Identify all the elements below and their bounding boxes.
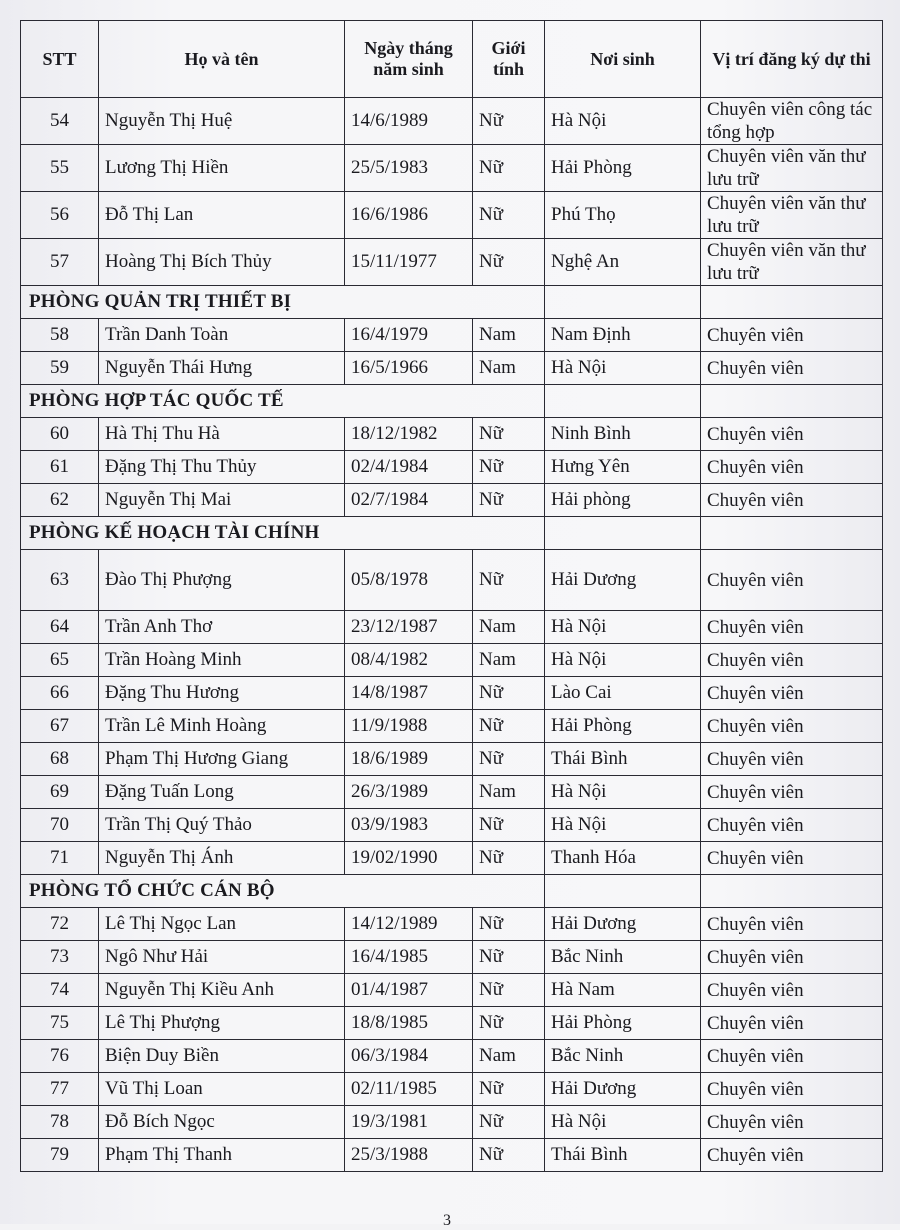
cell-sex: Nữ <box>473 1139 545 1172</box>
cell-place: Thanh Hóa <box>545 842 701 875</box>
cell-dob: 03/9/1983 <box>345 809 473 842</box>
cell-position: Chuyên viên <box>701 484 883 517</box>
cell-position: Chuyên viên <box>701 418 883 451</box>
table-row <box>21 192 883 239</box>
cell-dob: 15/11/1977 <box>345 239 473 286</box>
header-name: Họ và tên <box>99 21 345 98</box>
cell-stt: 57 <box>21 239 99 286</box>
cell-place: Bắc Ninh <box>545 941 701 974</box>
cell-place: Hà Nội <box>545 352 701 385</box>
table-row <box>21 1007 883 1040</box>
cell-sex: Nữ <box>473 550 545 611</box>
cell-name: Trần Thị Quý Thảo <box>99 809 345 842</box>
page-number: 3 <box>443 1212 451 1229</box>
cell-position: Chuyên viên <box>701 319 883 352</box>
cell-dob: 19/3/1981 <box>345 1106 473 1139</box>
cell-position: Chuyên viên <box>701 941 883 974</box>
cell-stt: 58 <box>21 319 99 352</box>
cell-stt: 75 <box>21 1007 99 1040</box>
cell-place: Bắc Ninh <box>545 1040 701 1073</box>
cell-position: Chuyên viên <box>701 611 883 644</box>
header-position: Vị trí đăng ký dự thi <box>701 21 883 98</box>
cell-dob: 25/5/1983 <box>345 145 473 192</box>
cell-position: Chuyên viên <box>701 1073 883 1106</box>
cell-position: Chuyên viên <box>701 1106 883 1139</box>
cell-place: Hà Nội <box>545 776 701 809</box>
section-empty-place <box>545 286 701 319</box>
table-row <box>21 776 883 809</box>
candidate-table <box>20 20 883 1172</box>
cell-name: Đặng Thu Hương <box>99 677 345 710</box>
cell-dob: 18/6/1989 <box>345 743 473 776</box>
section-title: PHÒNG QUẢN TRỊ THIẾT BỊ <box>21 286 545 319</box>
cell-place: Hà Nội <box>545 98 701 145</box>
header-row <box>21 21 883 98</box>
table-header <box>21 21 883 98</box>
cell-name: Trần Lê Minh Hoàng <box>99 710 345 743</box>
cell-dob: 16/5/1966 <box>345 352 473 385</box>
table-row <box>21 677 883 710</box>
header-place: Nơi sinh <box>545 21 701 98</box>
section-title: PHÒNG TỔ CHỨC CÁN BỘ <box>21 875 545 908</box>
section-title: PHÒNG KẾ HOẠCH TÀI CHÍNH <box>21 517 545 550</box>
section-empty-position <box>701 286 883 319</box>
table-row <box>21 710 883 743</box>
table-row <box>21 352 883 385</box>
cell-place: Thái Bình <box>545 1139 701 1172</box>
cell-dob: 02/11/1985 <box>345 1073 473 1106</box>
cell-dob: 08/4/1982 <box>345 644 473 677</box>
cell-name: Đặng Tuấn Long <box>99 776 345 809</box>
cell-position: Chuyên viên <box>701 1139 883 1172</box>
table-row <box>21 941 883 974</box>
cell-sex: Nữ <box>473 842 545 875</box>
cell-position: Chuyên viên <box>701 710 883 743</box>
table-body <box>21 98 883 1172</box>
cell-dob: 02/7/1984 <box>345 484 473 517</box>
cell-place: Hưng Yên <box>545 451 701 484</box>
table-row <box>21 1040 883 1073</box>
cell-dob: 01/4/1987 <box>345 974 473 1007</box>
cell-sex: Nữ <box>473 145 545 192</box>
header-sex: Giới tính <box>473 21 545 98</box>
cell-sex: Nữ <box>473 192 545 239</box>
cell-name: Lê Thị Ngọc Lan <box>99 908 345 941</box>
cell-name: Lê Thị Phượng <box>99 1007 345 1040</box>
table-row <box>21 1139 883 1172</box>
cell-place: Hà Nội <box>545 1106 701 1139</box>
cell-place: Hải Phòng <box>545 145 701 192</box>
cell-position: Chuyên viên <box>701 974 883 1007</box>
cell-sex: Nữ <box>473 743 545 776</box>
cell-stt: 55 <box>21 145 99 192</box>
section-row <box>21 517 883 550</box>
cell-place: Thái Bình <box>545 743 701 776</box>
section-row <box>21 875 883 908</box>
cell-sex: Nam <box>473 644 545 677</box>
cell-name: Đỗ Bích Ngọc <box>99 1106 345 1139</box>
cell-name: Ngô Như Hải <box>99 941 345 974</box>
section-title: PHÒNG HỢP TÁC QUỐC TẾ <box>21 385 545 418</box>
cell-stt: 65 <box>21 644 99 677</box>
cell-sex: Nữ <box>473 677 545 710</box>
cell-place: Hải Dương <box>545 550 701 611</box>
cell-place: Phú Thọ <box>545 192 701 239</box>
cell-position: Chuyên viên <box>701 743 883 776</box>
cell-dob: 14/12/1989 <box>345 908 473 941</box>
table-row <box>21 842 883 875</box>
table-row <box>21 98 883 145</box>
table-row <box>21 908 883 941</box>
cell-name: Nguyễn Thị Mai <box>99 484 345 517</box>
cell-name: Nguyễn Thị Kiều Anh <box>99 974 345 1007</box>
cell-sex: Nữ <box>473 710 545 743</box>
cell-stt: 59 <box>21 352 99 385</box>
cell-position: Chuyên viên <box>701 677 883 710</box>
cell-stt: 72 <box>21 908 99 941</box>
cell-sex: Nam <box>473 611 545 644</box>
cell-position: Chuyên viên văn thư lưu trữ <box>701 192 883 239</box>
section-row <box>21 286 883 319</box>
cell-stt: 64 <box>21 611 99 644</box>
section-empty-place <box>545 517 701 550</box>
section-empty-place <box>545 875 701 908</box>
cell-place: Hà Nam <box>545 974 701 1007</box>
cell-name: Đào Thị Phượng <box>99 550 345 611</box>
cell-name: Nguyễn Thị Huệ <box>99 98 345 145</box>
table-row <box>21 239 883 286</box>
cell-dob: 14/6/1989 <box>345 98 473 145</box>
cell-stt: 79 <box>21 1139 99 1172</box>
cell-dob: 14/8/1987 <box>345 677 473 710</box>
cell-stt: 76 <box>21 1040 99 1073</box>
cell-name: Đỗ Thị Lan <box>99 192 345 239</box>
cell-name: Phạm Thị Hương Giang <box>99 743 345 776</box>
cell-sex: Nữ <box>473 908 545 941</box>
cell-position: Chuyên viên <box>701 550 883 611</box>
table-row <box>21 418 883 451</box>
cell-dob: 16/4/1985 <box>345 941 473 974</box>
cell-dob: 26/3/1989 <box>345 776 473 809</box>
cell-position: Chuyên viên <box>701 644 883 677</box>
cell-place: Hải Dương <box>545 908 701 941</box>
cell-position: Chuyên viên <box>701 1007 883 1040</box>
cell-place: Hải Phòng <box>545 1007 701 1040</box>
cell-name: Nguyễn Thị Ánh <box>99 842 345 875</box>
cell-stt: 54 <box>21 98 99 145</box>
cell-place: Hải Phòng <box>545 710 701 743</box>
cell-stt: 71 <box>21 842 99 875</box>
cell-sex: Nữ <box>473 974 545 1007</box>
cell-position: Chuyên viên văn thư lưu trữ <box>701 239 883 286</box>
cell-sex: Nữ <box>473 941 545 974</box>
cell-sex: Nữ <box>473 809 545 842</box>
cell-stt: 74 <box>21 974 99 1007</box>
table-row <box>21 484 883 517</box>
cell-name: Nguyễn Thái Hưng <box>99 352 345 385</box>
table-row <box>21 974 883 1007</box>
cell-place: Lào Cai <box>545 677 701 710</box>
table-row <box>21 451 883 484</box>
header-dob: Ngày tháng năm sinh <box>345 21 473 98</box>
cell-sex: Nữ <box>473 1073 545 1106</box>
cell-place: Hải Dương <box>545 1073 701 1106</box>
cell-stt: 77 <box>21 1073 99 1106</box>
cell-name: Lương Thị Hiền <box>99 145 345 192</box>
cell-place: Ninh Bình <box>545 418 701 451</box>
section-row <box>21 385 883 418</box>
cell-name: Hoàng Thị Bích Thủy <box>99 239 345 286</box>
cell-position: Chuyên viên công tác tổng hợp <box>701 98 883 145</box>
cell-place: Hà Nội <box>545 611 701 644</box>
cell-dob: 06/3/1984 <box>345 1040 473 1073</box>
table-row <box>21 743 883 776</box>
cell-stt: 63 <box>21 550 99 611</box>
cell-sex: Nữ <box>473 451 545 484</box>
cell-sex: Nữ <box>473 418 545 451</box>
cell-place: Hà Nội <box>545 809 701 842</box>
table-row <box>21 145 883 192</box>
table-row <box>21 809 883 842</box>
cell-stt: 56 <box>21 192 99 239</box>
cell-name: Trần Anh Thơ <box>99 611 345 644</box>
cell-name: Trần Hoàng Minh <box>99 644 345 677</box>
section-empty-place <box>545 385 701 418</box>
cell-dob: 18/12/1982 <box>345 418 473 451</box>
cell-sex: Nam <box>473 319 545 352</box>
cell-sex: Nữ <box>473 484 545 517</box>
cell-sex: Nữ <box>473 98 545 145</box>
cell-stt: 67 <box>21 710 99 743</box>
cell-place: Hà Nội <box>545 644 701 677</box>
cell-dob: 11/9/1988 <box>345 710 473 743</box>
cell-stt: 66 <box>21 677 99 710</box>
cell-place: Nghệ An <box>545 239 701 286</box>
cell-stt: 73 <box>21 941 99 974</box>
cell-dob: 23/12/1987 <box>345 611 473 644</box>
cell-position: Chuyên viên <box>701 1040 883 1073</box>
cell-stt: 70 <box>21 809 99 842</box>
cell-place: Hải phòng <box>545 484 701 517</box>
cell-position: Chuyên viên <box>701 908 883 941</box>
cell-position: Chuyên viên <box>701 776 883 809</box>
cell-position: Chuyên viên <box>701 451 883 484</box>
table-row <box>21 1073 883 1106</box>
section-empty-position <box>701 517 883 550</box>
table-row <box>21 611 883 644</box>
section-empty-position <box>701 875 883 908</box>
table-row <box>21 319 883 352</box>
header-stt: STT <box>21 21 99 98</box>
cell-position: Chuyên viên <box>701 352 883 385</box>
cell-dob: 05/8/1978 <box>345 550 473 611</box>
cell-stt: 68 <box>21 743 99 776</box>
cell-sex: Nam <box>473 1040 545 1073</box>
cell-name: Biện Duy Biền <box>99 1040 345 1073</box>
cell-sex: Nam <box>473 776 545 809</box>
section-empty-position <box>701 385 883 418</box>
cell-name: Vũ Thị Loan <box>99 1073 345 1106</box>
cell-stt: 61 <box>21 451 99 484</box>
cell-dob: 16/6/1986 <box>345 192 473 239</box>
cell-stt: 62 <box>21 484 99 517</box>
cell-stt: 69 <box>21 776 99 809</box>
cell-dob: 18/8/1985 <box>345 1007 473 1040</box>
cell-stt: 60 <box>21 418 99 451</box>
cell-sex: Nữ <box>473 1007 545 1040</box>
cell-name: Trần Danh Toàn <box>99 319 345 352</box>
cell-stt: 78 <box>21 1106 99 1139</box>
cell-name: Hà Thị Thu Hà <box>99 418 345 451</box>
cell-name: Đặng Thị Thu Thủy <box>99 451 345 484</box>
cell-sex: Nam <box>473 352 545 385</box>
table-row <box>21 550 883 611</box>
table-row <box>21 1106 883 1139</box>
cell-sex: Nữ <box>473 239 545 286</box>
cell-sex: Nữ <box>473 1106 545 1139</box>
cell-name: Phạm Thị Thanh <box>99 1139 345 1172</box>
cell-dob: 02/4/1984 <box>345 451 473 484</box>
cell-position: Chuyên viên <box>701 842 883 875</box>
cell-dob: 19/02/1990 <box>345 842 473 875</box>
cell-position: Chuyên viên văn thư lưu trữ <box>701 145 883 192</box>
cell-place: Nam Định <box>545 319 701 352</box>
cell-dob: 25/3/1988 <box>345 1139 473 1172</box>
cell-position: Chuyên viên <box>701 809 883 842</box>
table-row <box>21 644 883 677</box>
cell-dob: 16/4/1979 <box>345 319 473 352</box>
